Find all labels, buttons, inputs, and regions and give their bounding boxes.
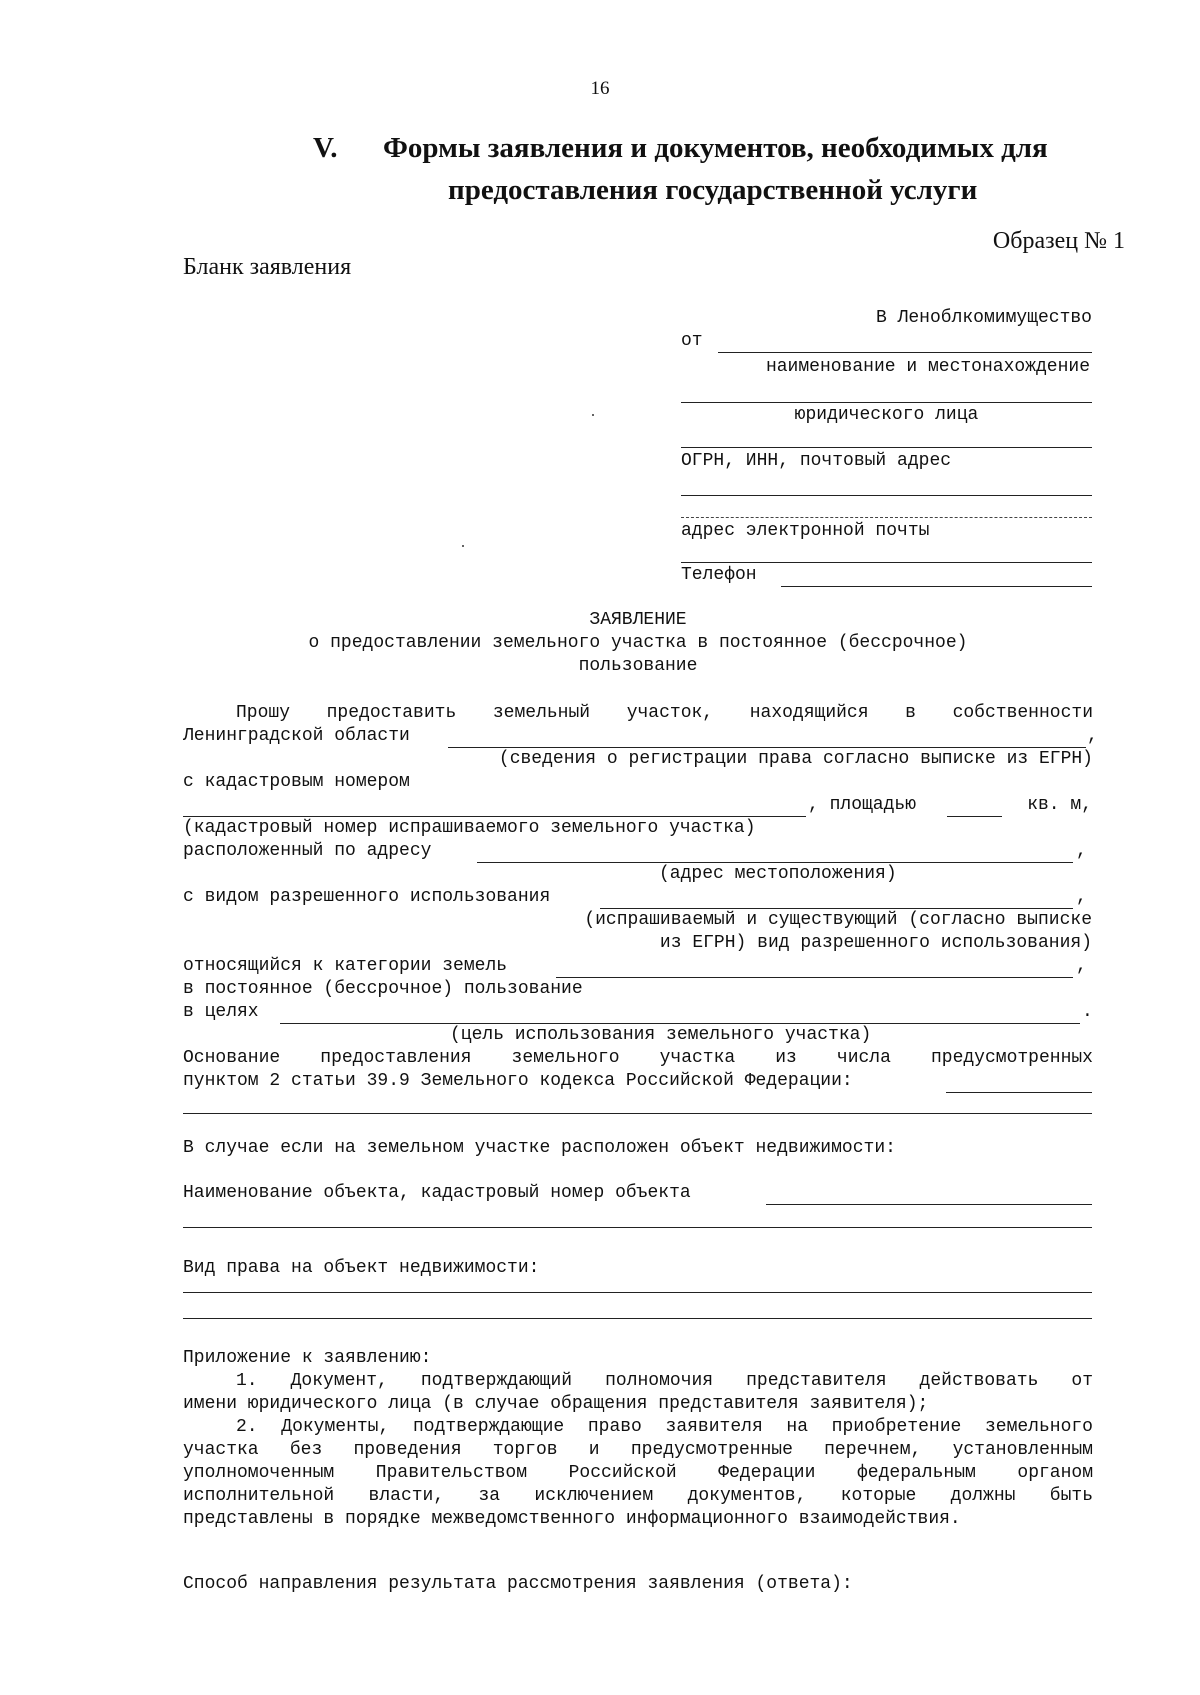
section-number: V. [313,132,338,164]
area-field-line [947,816,1002,817]
attachment-2-line-3: уполномоченным Правительством Российской Федерации федеральным органом [183,1463,1093,1483]
basis-field-line-1 [946,1092,1092,1093]
body-line-basis-2: пунктом 2 статьи 39.9 Земельного кодекса Российской Федерации: [183,1071,853,1091]
attachment-1-line-1: 1. Документ, подтверждающий полномочия представителя действовать от [236,1371,1093,1391]
comma: , [1087,726,1098,746]
attachment-2-line-4: исполнительной власти, за исключением документов, которые должны быть [183,1486,1093,1506]
section-title-line-2: предоставления государственной услуги [448,174,978,206]
body-line-cadastral: с кадастровым номером [183,772,410,792]
caption-name-location: наименование и местонахождение [765,357,1090,377]
right-type-field-line-1 [183,1292,1092,1293]
body-line-purpose: в целях [183,1002,259,1022]
attachment-2-line-5: представлены в порядке межведомственного информационного взаимодействия. [183,1509,961,1529]
body-line-land-category: относящийся к категории земель [183,956,508,976]
scan-speck [462,545,464,547]
ogrn-line [681,447,1092,448]
caption-purpose: (цель использования земельного участка) [450,1025,872,1045]
comma: , [1076,887,1087,907]
delivery-method-label: Способ направления результата рассмотрения заявления (ответа): [183,1574,853,1594]
body-line-region: Ленинградской области [183,726,410,746]
body-line-basis-1: Основание предоставления земельного участка из числа предусмотренных [183,1048,1093,1068]
email-line [681,562,1092,563]
address-line-1 [681,495,1092,496]
blank-label: Бланк заявления [183,254,352,280]
page-number: 16 [590,78,610,99]
object-field-line-2 [183,1227,1092,1228]
body-line-object-name: Наименование объекта, кадастровый номер объекта [183,1183,691,1203]
scan-speck [592,414,594,416]
caption-legal-entity: юридического лица [794,405,979,425]
addressee-from-label: от [681,331,703,351]
phone-line [781,586,1092,587]
statement-title: ЗАЯВЛЕНИЕ [589,610,687,630]
attachment-1-line-2: имени юридического лица (в случае обращения представителя заявителя); [183,1394,929,1414]
object-field-line-1 [766,1204,1092,1205]
section-title-line-1: Формы заявления и документов, необходимых для [383,132,1048,164]
body-line-permitted-use: с видом разрешенного использования [183,887,551,907]
from-field-line [718,352,1092,353]
attachment-2-line-2: участка без проведения торгов и предусмотренные перечнем, установленным [183,1440,1093,1460]
sample-label: Образец № 1 [992,228,1125,254]
basis-field-line-2 [183,1113,1092,1114]
attachment-2-line-1: 2. Документы, подтверждающие право заявителя на приобретение земельного [236,1417,1093,1437]
addressee-to: В Леноблкомимущество [875,308,1092,328]
legal-entity-line [681,402,1092,403]
statement-subtitle-1: о предоставлении земельного участка в постоянное (бессрочное) [308,633,968,653]
land-category-field-line [556,977,1073,978]
phone-label: Телефон [681,565,757,585]
body-line-permanent-use: в постоянное (бессрочное) пользование [183,979,583,999]
caption-address: (адрес местоположения) [659,864,897,884]
attachments-title: Приложение к заявлению: [183,1348,432,1368]
address-line-2 [681,517,1092,518]
caption-use-2: из ЕГРН) вид разрешенного использования) [659,933,1092,953]
comma: , [1076,841,1087,861]
area-unit: кв. м, [1027,795,1092,815]
caption-email: адрес электронной почты [681,521,930,541]
comma: , [1076,956,1087,976]
statement-subtitle-2: пользование [578,656,698,676]
right-type-field-line-2 [183,1318,1092,1319]
body-line-address: расположенный по адресу [183,841,432,861]
period: . [1082,1002,1093,1022]
body-line-request: Прошу предоставить земельный участок, находящийся в собственности [236,703,1093,723]
body-line-right-type: Вид права на объект недвижимости: [183,1258,540,1278]
caption-ogrn-inn-address: ОГРН, ИНН, почтовый адрес [681,451,952,471]
caption-egrn: (сведения о регистрации права согласно выписке из ЕГРН) [498,749,1093,769]
body-line-real-estate: В случае если на земельном участке расположен объект недвижимости: [183,1138,896,1158]
caption-cadastral: (кадастровый номер испрашиваемого земельного участка) [183,818,756,838]
caption-use-1: (испрашиваемый и существующий (согласно выписке [584,910,1092,930]
area-label: , площадью [808,795,917,815]
